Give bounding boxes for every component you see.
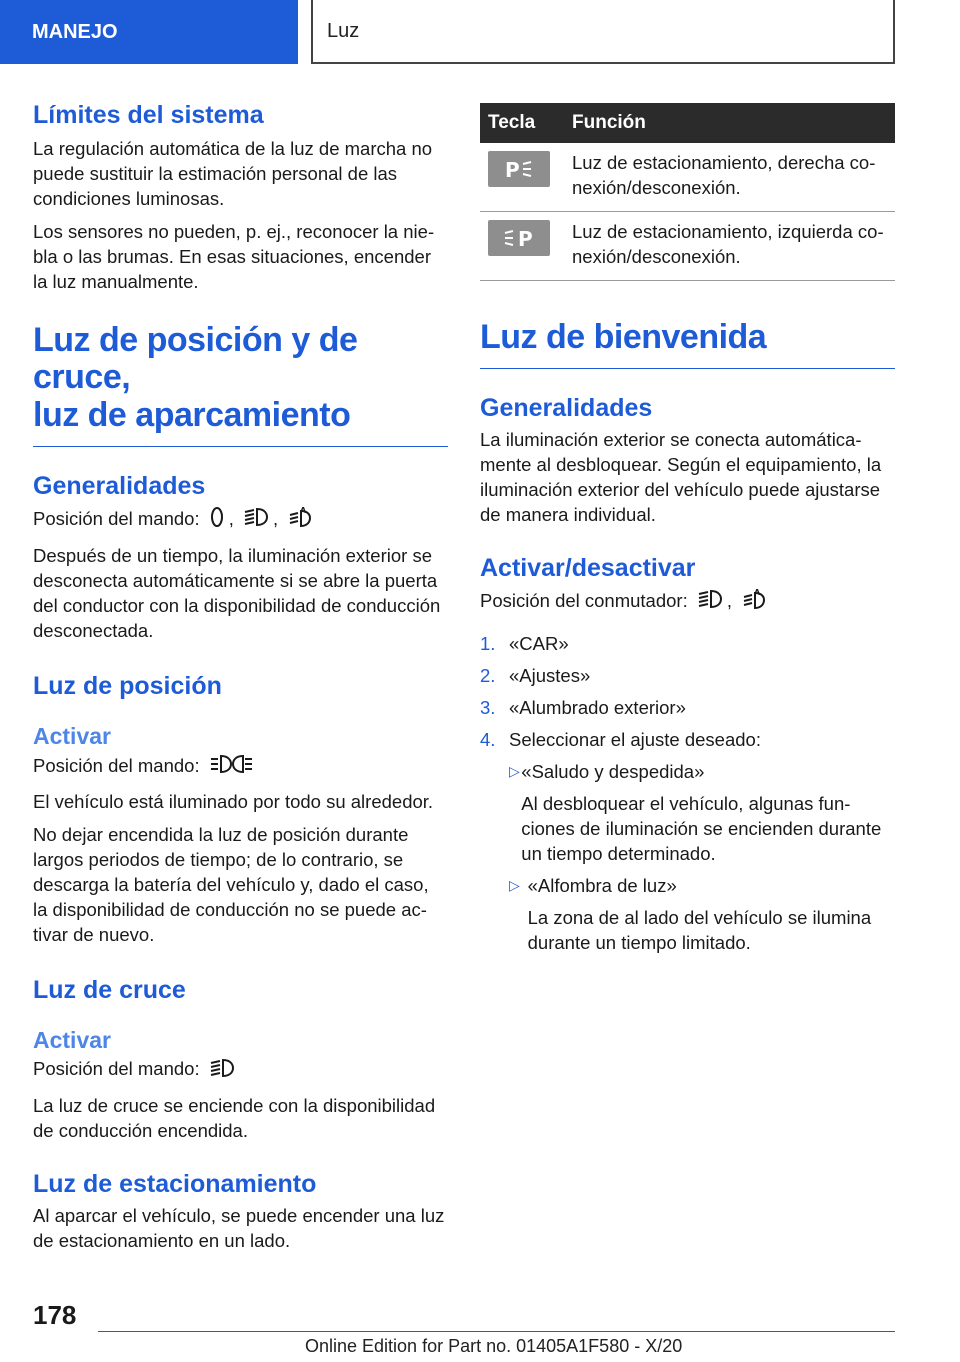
luz-cruce-activar-heading: Activar (33, 1026, 111, 1053)
switch-position-label: Posición del conmutador: (480, 590, 688, 612)
step-number: 2. (480, 665, 496, 687)
right-column (480, 103, 895, 955)
luz-posicion-text-2: No dejar encendida la luz de posición durante largos periodos de tiempo; de lo contrario, se descarga la batería del vehículo y, dado el caso, la disponibilidad de conducción no se puede activar de nuevo. (33, 823, 429, 945)
section-label: MANEJO (32, 20, 118, 43)
generalidades-heading: Generalidades (33, 472, 206, 501)
svg-text:A: A (754, 588, 761, 598)
step-number: 3. (480, 697, 496, 719)
svg-text:P: P (505, 158, 520, 182)
section-tab (0, 0, 298, 64)
position-label: Posición del mando: (33, 508, 200, 530)
main-heading-line-2: luz de aparcamiento (33, 395, 351, 434)
option-title: «Saludo y despedida» (521, 761, 705, 783)
main-heading (33, 322, 448, 447)
luz-cruce-heading: Luz de cruce (33, 975, 186, 1004)
auto-light-icon (741, 587, 767, 617)
list-item (480, 695, 895, 720)
generalidades-position-line (33, 505, 448, 535)
low-beam-icon (209, 1057, 235, 1085)
key-function-table (480, 103, 895, 281)
option-title: «Alfombra de luz» (527, 875, 677, 897)
footer-divider (98, 1331, 895, 1332)
right-parking-light-icon (488, 151, 550, 187)
table-row (480, 143, 895, 212)
luz-posicion-text-1: El vehículo está iluminado por todo su alrededor. (33, 790, 434, 812)
parking-light-icon (209, 753, 253, 781)
luz-posicion-position-line (33, 753, 448, 781)
bullet-triangle-icon: ▷ (509, 877, 520, 894)
switch-position-line (480, 587, 895, 617)
limites-text-1: La regulación automática de la luz de marcha no puede sustituir la estimación personal de las condiciones luminosas. (33, 138, 433, 209)
step-number: 1. (480, 633, 496, 655)
position-label: Posición del mando: (33, 1058, 200, 1080)
limites-heading: Límites del sistema (33, 101, 264, 129)
page-number: 178 (33, 1300, 77, 1330)
chapter-header (311, 0, 895, 64)
step-text: «Alumbrado exterior» (509, 697, 686, 719)
list-item (480, 663, 895, 688)
activar-desactivar-heading: Activar/desactivar (480, 554, 696, 583)
function-cell: Luz de estacionamiento, izquierda conexión/desconexión. (564, 212, 895, 281)
svg-text:A: A (300, 506, 307, 516)
step-text: «CAR» (509, 633, 569, 655)
low-beam-icon (243, 506, 269, 534)
footer-edition: Online Edition for Part no. 01405A1F580 - X/20 (305, 1336, 683, 1356)
luz-posicion-heading: Luz de posición (33, 672, 222, 701)
auto-light-icon (287, 505, 313, 535)
table-header-key: Tecla (480, 103, 564, 143)
luz-cruce-text: La luz de cruce se enciende con la disponibilidad de conducción encendida. (33, 1094, 436, 1141)
left-column (33, 100, 448, 1253)
svg-text:P: P (518, 227, 533, 251)
low-beam-icon (697, 588, 723, 616)
steps-list (480, 631, 895, 955)
luz-posicion-activar-heading: Activar (33, 723, 111, 750)
off-position-icon (209, 505, 225, 535)
option-description: Al desbloquear el vehículo, algunas funciones de iluminación se encienden durante un tiempo determinado. (521, 793, 882, 865)
key-cell (480, 212, 564, 281)
list-item (509, 759, 895, 866)
bienvenida-heading: Luz de bienvenida (480, 319, 895, 369)
generalidades-heading: Generalidades (480, 394, 653, 423)
list-item (480, 631, 895, 656)
bienvenida-generalidades-text: La iluminación exterior se conecta automáticamente al desbloquear. Según el equipamiento, la iluminación exterior del vehículo puede ajustarse de manera individual. (480, 429, 882, 526)
generalidades-text: Después de un tiempo, la iluminación exterior se desconecta automáticamente si se abre la puerta del conductor con la disponibilidad de conducción desconectada. (33, 545, 441, 642)
main-heading-line-1: Luz de posición y de cruce, (33, 321, 358, 397)
table-row (480, 212, 895, 281)
option-description: La zona de al lado del vehículo se ilumina durante un tiempo limitado. (527, 907, 872, 954)
left-parking-light-icon (488, 220, 550, 256)
list-item (509, 873, 895, 955)
limites-text-2: Los sensores no pueden, p. ej., reconocer la niebla o las brumas. En esas situaciones, encender la luz manualmente. (33, 221, 435, 292)
comma: , (228, 508, 234, 530)
comma: , (273, 508, 279, 530)
function-cell: Luz de estacionamiento, derecha conexión/desconexión. (564, 143, 895, 212)
chapter-title: Luz (327, 19, 360, 42)
luz-estacionamiento-heading: Luz de estacionamiento (33, 1169, 317, 1198)
step-text: «Ajustes» (509, 665, 591, 687)
bullet-triangle-icon: ▷ (509, 763, 520, 780)
position-label: Posición del mando: (33, 754, 200, 776)
key-cell (480, 143, 564, 212)
step-text: Seleccionar el ajuste deseado: (509, 729, 761, 751)
step-number: 4. (480, 729, 496, 751)
table-header-function: Función (564, 103, 895, 143)
luz-estacionamiento-text: Al aparcar el vehículo, se puede encender una luz de estacionamiento en un lado. (33, 1204, 445, 1251)
comma: , (726, 590, 733, 612)
luz-cruce-position-line (33, 1056, 448, 1084)
list-item (480, 727, 895, 752)
